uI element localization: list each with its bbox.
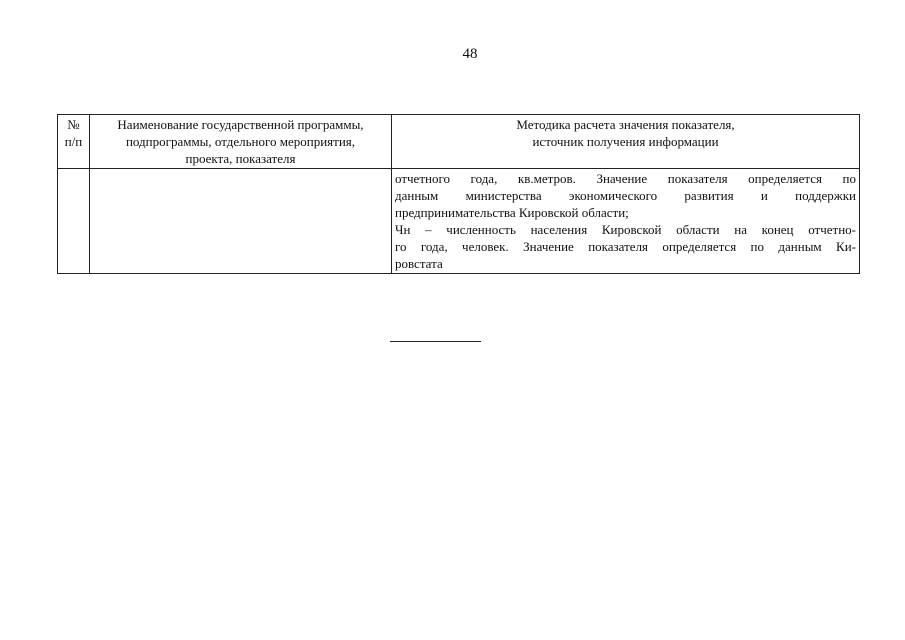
method-line: ровстата (395, 256, 443, 271)
cell-num (58, 169, 90, 274)
header-num-line: № (67, 117, 80, 132)
cell-method (392, 169, 860, 274)
method-line: предпринимательства Кировской области; (395, 205, 629, 220)
cell-name (90, 169, 392, 274)
header-name (90, 115, 392, 169)
method-line: Чн – численность населения Кировской области на конец отчетно- (395, 222, 856, 237)
table-header-row (58, 115, 860, 169)
header-method-line: источник получения информации (532, 134, 719, 149)
method-line: данным министерства экономического развития и поддержки (395, 188, 856, 203)
header-name-line: Наименование государственной программы, (117, 117, 364, 132)
header-method-line: Методика расчета значения показателя, (516, 117, 735, 132)
header-num-line: п/п (64, 134, 83, 149)
table-row (58, 169, 860, 274)
header-num (58, 115, 90, 169)
indicator-method-table (57, 114, 860, 274)
page-number: 48 (462, 46, 478, 62)
header-name-line: подпрограммы, отдельного мероприятия, (125, 134, 356, 149)
method-line: отчетного года, кв.метров. Значение показателя определяется по (395, 171, 856, 186)
end-divider (390, 341, 481, 342)
header-name-line: проекта, показателя (185, 151, 296, 166)
header-method (392, 115, 860, 169)
method-line: го года, человек. Значение показателя определяется по данным Ки- (395, 239, 856, 254)
